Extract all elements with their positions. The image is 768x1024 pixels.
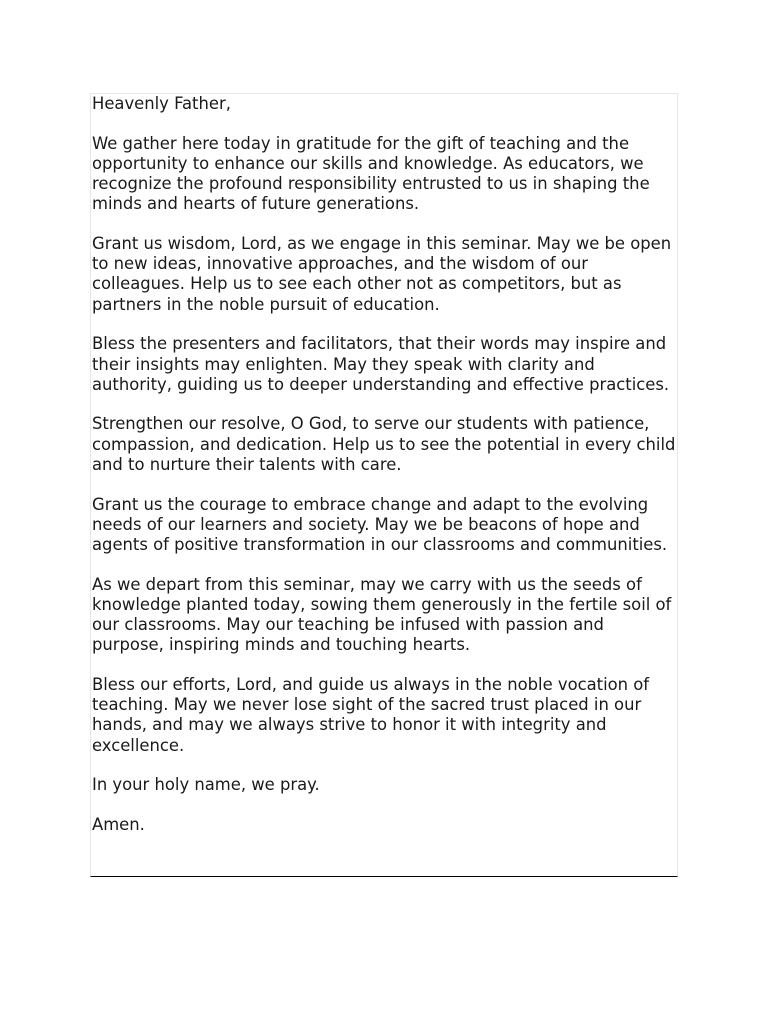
paragraph-holy-name: In your holy name, we pray. (92, 775, 320, 795)
paragraph-presenters: Bless the presenters and facilitators, that their words may inspire and their insights may enlighten. May they speak with clarity and authority, guiding us to deeper understanding and effective practices. (92, 334, 670, 394)
paragraph-depart: As we depart from this seminar, may we carry with us the seeds of knowledge planted today, sowing them generously in the fertile soil of our classrooms. May our teaching be infused with passion and purpose, inspiring minds and touching hearts. (92, 574, 672, 655)
paragraph-wisdom: Grant us wisdom, Lord, as we engage in this seminar. May we be open to new ideas, innovative approaches, and the wisdom of our colleagues. Help us to see each other not as competitors, but as partners in the noble pursuit of education. (92, 234, 672, 314)
prayer-text-box (90, 93, 678, 877)
paragraph-efforts: Bless our efforts, Lord, and guide us always in the noble vocation of teaching. May we never lose sight of the sacred trust placed in our hands, and may we always strive to honor it with integrity and excellence. (92, 674, 650, 755)
paragraph-courage: Grant us the courage to embrace change and adapt to the evolving needs of our learners and society. May we be beacons of hope and agents of positive transformation in our classrooms and communities. (92, 494, 668, 554)
paragraph-gratitude: We gather here today in gratitude for the gift of teaching and the opportunity to enhance our skills and knowledge. As educators, we recognize the profound responsibility entrusted to us in shaping the minds and hearts of future generations. (92, 133, 650, 214)
closing: Amen. (92, 814, 145, 834)
paragraph-resolve: Strengthen our resolve, O God, to serve our students with patience, compassion, and dedication. Help us to see the potential in every child and to nurture their talents with care. (92, 414, 676, 474)
greeting: Heavenly Father, (92, 94, 231, 113)
